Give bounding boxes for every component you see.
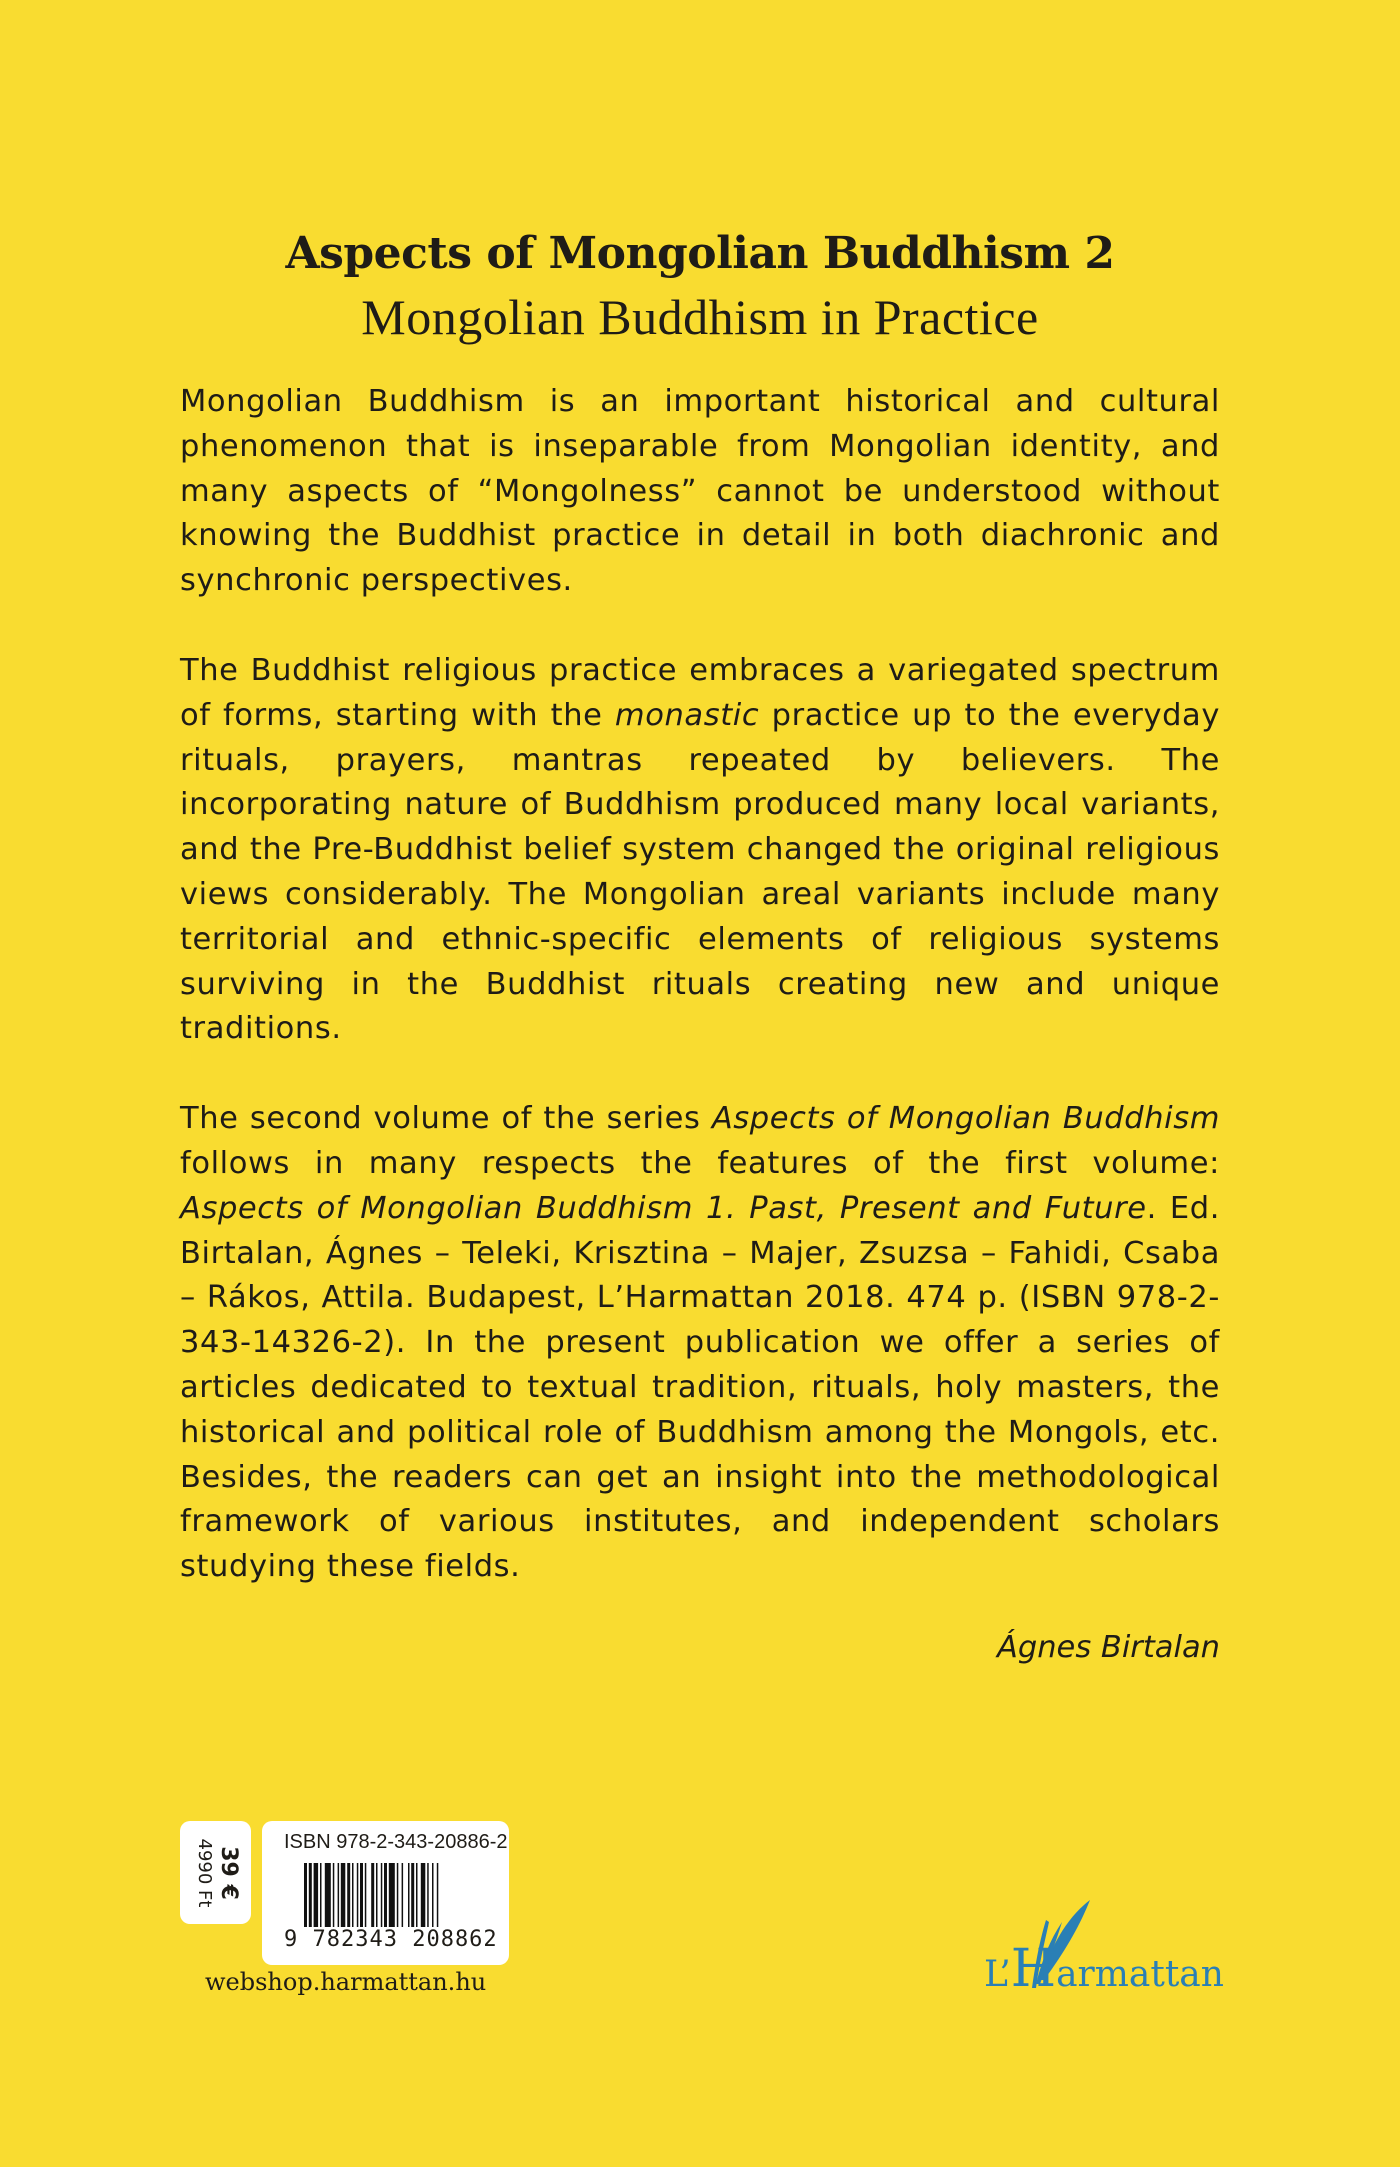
isbn-text: ISBN 978-2-343-20886-2 [284,1831,508,1853]
barcode-bar [360,1863,363,1931]
webshop-url: webshop.harmattan.hu [205,1968,487,1996]
barcode-bar [309,1863,312,1931]
blurb [180,380,1220,1635]
barcode-bar [304,1863,307,1931]
book-title: Aspects of Mongolian Buddhism 2 [285,228,1115,279]
signature: Ágnes Birtalan [997,1630,1220,1665]
barcode-bar [402,1863,404,1931]
italic-text: Aspects of Mongolian Buddhism [711,1101,1220,1137]
text: . Ed. Birtalan, Ágnes – Teleki, Krisztina – Majer, Zsuzsa – Fahidi, Csaba – Rákos, Attila. Budapest, L’Harmattan 2018. 474 p. (ISBN 978-2-343-14326-2). In the present publication we offer a series of articles dedicated to textual tradition, rituals, holy masters, the historical and political role of Buddhism among the Mongols, etc. Besides, the readers can get an insight into the methodological framework of various institutes, and independent scholars studying these fields. [180,1190,1221,1585]
barcode-bar [397,1863,399,1931]
ean-number: 9 782343 208862 [284,1927,502,1952]
barcode-bar [357,1863,359,1931]
italic-text: Aspects of Mongolian Buddhism 1. Past, Present and Future [180,1190,1147,1226]
price-eur: 39 € [215,1845,241,1900]
text: follows in many respects the features of the first volume: [180,1145,1220,1181]
barcode-bar [384,1863,387,1931]
barcode-bar [421,1863,426,1931]
barcode [304,1863,484,1931]
barcode-bar [437,1863,439,1931]
barcode-bar [427,1863,429,1931]
price-huf: 4990 Ft [193,1838,215,1907]
paragraph-3 [180,1097,1220,1590]
barcode-bar [411,1863,414,1931]
italic-text: monastic [614,697,760,733]
barcode-bar [333,1863,335,1931]
barcode-bar [352,1863,354,1931]
barcode-bar [408,1863,410,1931]
barcode-bar [376,1863,378,1931]
barcode-bar [432,1863,434,1931]
barcode-bar [347,1863,350,1931]
text: practice up to the everyday rituals, prayers, mantras repeated by believers. The incorporating nature of Buddhism produced many local variants, and the Pre-Buddhist belief system changed the original religious views considerably. The Mongolian areal variants include many territorial and ethnic-specific elements of religious systems surviving in the Buddhist rituals creating new and unique traditions. [180,697,1220,1047]
barcode-bar [381,1863,383,1931]
barcode-bar [371,1863,374,1931]
book-subtitle: Mongolian Buddhism in Practice [361,289,1039,345]
barcode-bar [365,1863,367,1931]
price-label [180,1821,251,1924]
publisher-logo [984,1900,1224,1999]
barcode-bar [320,1863,322,1931]
paragraph-1: Mongolian Buddhism is an important historical and cultural phenomenon that is inseparable from Mongolian identity, and many aspects of “Mongolness” cannot be understood without knowing the Buddhist practice in detail in both diachronic and synchronic perspectives. [180,384,1220,599]
barcode-bar [338,1863,340,1931]
publisher-name: L’Harmattan [984,1939,1224,1999]
text: The second volume of the series [180,1101,712,1137]
barcode-bar [416,1863,418,1931]
barcode-bar [389,1863,395,1931]
paragraph-2 [180,649,1220,1052]
barcode-bar [314,1863,319,1931]
barcode-bar [341,1863,346,1931]
text: The Buddhist religious practice embraces a variegated spectrum of forms, starting with the [180,652,1220,733]
barcode-bar [325,1863,331,1931]
barcode-label [262,1821,509,1965]
